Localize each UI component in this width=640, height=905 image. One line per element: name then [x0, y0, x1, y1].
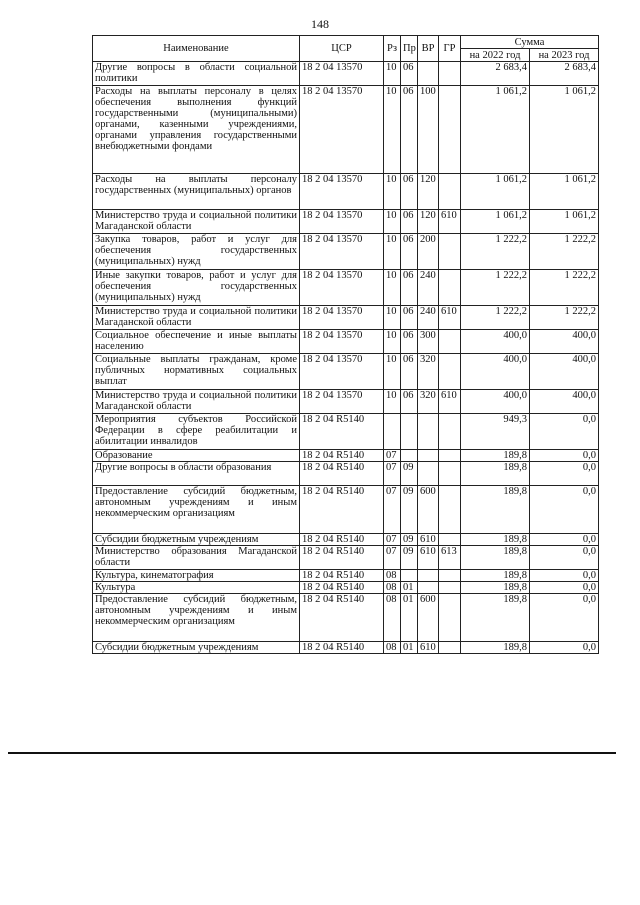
row-name: Министерство труда и социальной политики Магаданской области: [93, 390, 300, 414]
row-sum-2023: 0,0: [530, 462, 599, 486]
row-sum-2023: 1 222,2: [530, 234, 599, 270]
row-name: Культура: [93, 582, 300, 594]
row-csr: 18 2 04 13570: [300, 330, 384, 354]
row-gr: [439, 414, 461, 450]
row-csr: 18 2 04 R5140: [300, 546, 384, 570]
row-vr: 610: [418, 534, 439, 546]
row-rz: 07: [384, 546, 401, 570]
table-row: [93, 582, 599, 594]
table-row: [93, 450, 599, 462]
row-sum-2022: 949,3: [461, 414, 530, 450]
row-rz: 08: [384, 570, 401, 582]
row-sum-2022: 400,0: [461, 354, 530, 390]
row-csr: 18 2 04 13570: [300, 270, 384, 306]
row-vr: 610: [418, 546, 439, 570]
row-name: Министерство труда и социальной политики Магаданской области: [93, 306, 300, 330]
row-name: Мероприятия субъектов Российской Федерации в сфере реабилитации и абилитации инвалидов: [93, 414, 300, 450]
row-name: Субсидии бюджетным учреждениям: [93, 534, 300, 546]
row-name: Закупка товаров, работ и услуг для обеспечения государственных (муниципальных) нужд: [93, 234, 300, 270]
table-row: [93, 174, 599, 210]
row-sum-2023: 400,0: [530, 330, 599, 354]
row-sum-2023: 0,0: [530, 570, 599, 582]
row-csr: 18 2 04 13570: [300, 86, 384, 174]
row-rz: 10: [384, 62, 401, 86]
row-gr: [439, 594, 461, 642]
row-sum-2023: 0,0: [530, 486, 599, 534]
row-sum-2022: 2 683,4: [461, 62, 530, 86]
row-pr: 06: [401, 62, 418, 86]
row-pr: [401, 450, 418, 462]
table-row: [93, 86, 599, 174]
row-sum-2023: 0,0: [530, 642, 599, 654]
row-gr: [439, 86, 461, 174]
row-sum-2022: 189,8: [461, 570, 530, 582]
table-row: [93, 62, 599, 86]
row-csr: 18 2 04 13570: [300, 62, 384, 86]
header-pr: Пр: [401, 36, 418, 62]
row-pr: 01: [401, 594, 418, 642]
row-csr: 18 2 04 R5140: [300, 486, 384, 534]
header-rz: Рз: [384, 36, 401, 62]
row-sum-2023: 2 683,4: [530, 62, 599, 86]
row-sum-2022: 1 222,2: [461, 270, 530, 306]
row-sum-2022: 189,8: [461, 594, 530, 642]
row-vr: 200: [418, 234, 439, 270]
row-csr: 18 2 04 R5140: [300, 450, 384, 462]
row-rz: 10: [384, 210, 401, 234]
row-csr: 18 2 04 13570: [300, 234, 384, 270]
row-pr: 06: [401, 174, 418, 210]
row-gr: [439, 354, 461, 390]
row-vr: 600: [418, 594, 439, 642]
row-gr: 610: [439, 306, 461, 330]
row-pr: 06: [401, 210, 418, 234]
row-sum-2023: 1 061,2: [530, 210, 599, 234]
row-sum-2023: 0,0: [530, 594, 599, 642]
row-csr: 18 2 04 R5140: [300, 642, 384, 654]
table-row: [93, 306, 599, 330]
row-gr: [439, 642, 461, 654]
row-csr: 18 2 04 13570: [300, 306, 384, 330]
row-name: Другие вопросы в области образования: [93, 462, 300, 486]
row-vr: 320: [418, 390, 439, 414]
row-rz: 10: [384, 390, 401, 414]
row-pr: 06: [401, 306, 418, 330]
row-csr: 18 2 04 13570: [300, 354, 384, 390]
row-sum-2022: 189,8: [461, 642, 530, 654]
row-csr: 18 2 04 13570: [300, 210, 384, 234]
row-csr: 18 2 04 13570: [300, 174, 384, 210]
row-rz: [384, 414, 401, 450]
row-pr: [401, 414, 418, 450]
row-gr: [439, 62, 461, 86]
row-sum-2022: 1 061,2: [461, 86, 530, 174]
row-vr: 240: [418, 270, 439, 306]
row-sum-2023: 1 061,2: [530, 86, 599, 174]
row-gr: [439, 450, 461, 462]
row-pr: 01: [401, 642, 418, 654]
row-vr: [418, 462, 439, 486]
table-row: [93, 234, 599, 270]
row-gr: 613: [439, 546, 461, 570]
row-pr: 09: [401, 462, 418, 486]
row-sum-2022: 1 061,2: [461, 210, 530, 234]
row-rz: 07: [384, 534, 401, 546]
row-rz: 08: [384, 594, 401, 642]
row-sum-2022: 189,8: [461, 546, 530, 570]
table-body: [93, 62, 599, 654]
row-csr: 18 2 04 R5140: [300, 414, 384, 450]
row-vr: 240: [418, 306, 439, 330]
row-rz: 10: [384, 306, 401, 330]
row-pr: 09: [401, 486, 418, 534]
header-vr: ВР: [418, 36, 439, 62]
row-rz: 07: [384, 462, 401, 486]
row-name: Субсидии бюджетным учреждениям: [93, 642, 300, 654]
row-csr: 18 2 04 R5140: [300, 462, 384, 486]
row-pr: [401, 570, 418, 582]
row-gr: [439, 570, 461, 582]
row-sum-2022: 400,0: [461, 390, 530, 414]
row-rz: 10: [384, 86, 401, 174]
table-row: [93, 642, 599, 654]
row-vr: [418, 450, 439, 462]
table-row: [93, 486, 599, 534]
row-vr: [418, 582, 439, 594]
row-name: Расходы на выплаты персоналу государственных (муниципальных) органов: [93, 174, 300, 210]
header-csr: ЦСР: [300, 36, 384, 62]
row-name: Социальное обеспечение и иные выплаты населению: [93, 330, 300, 354]
row-rz: 10: [384, 234, 401, 270]
row-sum-2022: 1 061,2: [461, 174, 530, 210]
row-name: Социальные выплаты гражданам, кроме публичных нормативных социальных выплат: [93, 354, 300, 390]
row-pr: 06: [401, 270, 418, 306]
budget-table: [92, 35, 599, 654]
row-csr: 18 2 04 R5140: [300, 570, 384, 582]
row-gr: 610: [439, 390, 461, 414]
row-sum-2022: 189,8: [461, 582, 530, 594]
row-vr: 120: [418, 174, 439, 210]
row-name: Культура, кинематография: [93, 570, 300, 582]
row-gr: [439, 234, 461, 270]
page-number: 148: [311, 17, 329, 31]
row-sum-2023: 0,0: [530, 534, 599, 546]
row-sum-2022: 1 222,2: [461, 306, 530, 330]
row-vr: 300: [418, 330, 439, 354]
row-sum-2022: 189,8: [461, 450, 530, 462]
row-pr: 06: [401, 234, 418, 270]
row-pr: 09: [401, 534, 418, 546]
header-year-2022: на 2022 год: [461, 49, 530, 62]
row-gr: [439, 582, 461, 594]
row-rz: 10: [384, 330, 401, 354]
row-rz: 08: [384, 582, 401, 594]
row-sum-2023: 0,0: [530, 450, 599, 462]
row-sum-2023: 400,0: [530, 390, 599, 414]
row-pr: 06: [401, 330, 418, 354]
row-sum-2023: 0,0: [530, 546, 599, 570]
row-vr: 600: [418, 486, 439, 534]
row-vr: [418, 414, 439, 450]
row-rz: 10: [384, 354, 401, 390]
row-csr: 18 2 04 13570: [300, 390, 384, 414]
table-row: [93, 414, 599, 450]
table-row: [93, 594, 599, 642]
row-pr: 06: [401, 390, 418, 414]
row-rz: 10: [384, 174, 401, 210]
table-row: [93, 390, 599, 414]
row-gr: [439, 270, 461, 306]
row-rz: 07: [384, 486, 401, 534]
row-name: Предоставление субсидий бюджетным, автономным учреждениям и иным некоммерческим организациям: [93, 594, 300, 642]
row-csr: 18 2 04 R5140: [300, 534, 384, 546]
row-gr: [439, 330, 461, 354]
header-gr: ГР: [439, 36, 461, 62]
row-vr: [418, 570, 439, 582]
row-vr: 610: [418, 642, 439, 654]
row-name: Другие вопросы в области социальной политики: [93, 62, 300, 86]
header-name: Наименование: [93, 36, 300, 62]
row-pr: 06: [401, 86, 418, 174]
row-csr: 18 2 04 R5140: [300, 582, 384, 594]
row-sum-2023: 400,0: [530, 354, 599, 390]
row-rz: 08: [384, 642, 401, 654]
row-name: Образование: [93, 450, 300, 462]
row-gr: [439, 534, 461, 546]
row-pr: 01: [401, 582, 418, 594]
row-csr: 18 2 04 R5140: [300, 594, 384, 642]
row-vr: [418, 62, 439, 86]
row-vr: 100: [418, 86, 439, 174]
row-gr: 610: [439, 210, 461, 234]
row-sum-2023: 1 061,2: [530, 174, 599, 210]
row-name: Министерство образования Магаданской области: [93, 546, 300, 570]
page-fold-line: [8, 752, 616, 754]
row-sum-2022: 189,8: [461, 534, 530, 546]
row-gr: [439, 174, 461, 210]
row-rz: 07: [384, 450, 401, 462]
row-sum-2023: 0,0: [530, 582, 599, 594]
row-sum-2022: 400,0: [461, 330, 530, 354]
row-name: Предоставление субсидий бюджетным, автономным учреждениям и иным некоммерческим организациям: [93, 486, 300, 534]
table-row: [93, 210, 599, 234]
row-name: Расходы на выплаты персоналу в целях обеспечения выполнения функций государственными (муниципальными) органами, казенными учреждениями, органами управления государственными внебюджетными фондами: [93, 86, 300, 174]
table-row: [93, 546, 599, 570]
header-year-2023: на 2023 год: [530, 49, 599, 62]
row-sum-2022: 189,8: [461, 462, 530, 486]
table-row: [93, 534, 599, 546]
header-sum: Сумма: [461, 36, 599, 49]
row-vr: 120: [418, 210, 439, 234]
row-name: Министерство труда и социальной политики Магаданской области: [93, 210, 300, 234]
row-sum-2022: 1 222,2: [461, 234, 530, 270]
table-row: [93, 354, 599, 390]
table-row: [93, 270, 599, 306]
table-row: [93, 330, 599, 354]
row-sum-2023: 0,0: [530, 414, 599, 450]
row-pr: 06: [401, 354, 418, 390]
row-gr: [439, 462, 461, 486]
row-vr: 320: [418, 354, 439, 390]
row-name: Иные закупки товаров, работ и услуг для обеспечения государственных (муниципальных) нужд: [93, 270, 300, 306]
row-pr: 09: [401, 546, 418, 570]
row-gr: [439, 486, 461, 534]
table-row: [93, 462, 599, 486]
table-row: [93, 570, 599, 582]
row-sum-2022: 189,8: [461, 486, 530, 534]
row-rz: 10: [384, 270, 401, 306]
row-sum-2023: 1 222,2: [530, 306, 599, 330]
row-sum-2023: 1 222,2: [530, 270, 599, 306]
